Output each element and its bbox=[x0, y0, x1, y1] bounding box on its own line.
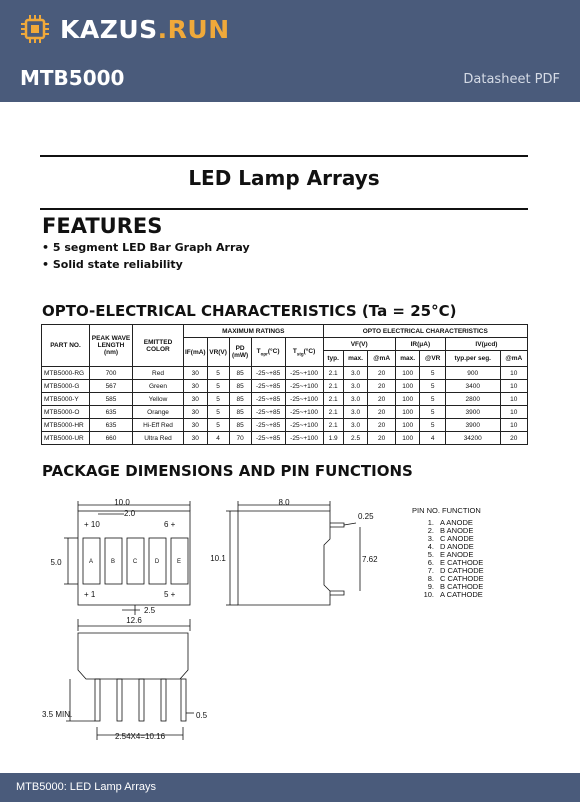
cell-part: MTB5000-Y bbox=[42, 393, 90, 406]
th-tstg bbox=[285, 338, 323, 367]
cell-vf-typ: 2.1 bbox=[323, 380, 343, 393]
segment-a-label: A bbox=[88, 559, 94, 565]
pin-row bbox=[412, 591, 484, 599]
footer-bar bbox=[0, 773, 580, 802]
dim-height: 5.0 bbox=[50, 558, 62, 567]
cell-vf-typ: 2.1 bbox=[323, 419, 343, 432]
cell-vf-max: 3.0 bbox=[343, 419, 368, 432]
segment-e-label: E bbox=[176, 559, 182, 565]
th-maximum-ratings: MAXIMUM RATINGS bbox=[184, 325, 324, 338]
pin-function: D CATHODE bbox=[440, 566, 484, 575]
segment-d-label: D bbox=[154, 559, 160, 565]
th-vf-ma: @mA bbox=[368, 351, 395, 367]
table-row bbox=[42, 432, 528, 445]
pin-function: D ANODE bbox=[440, 542, 474, 551]
pin-number: 10. bbox=[423, 590, 434, 599]
cell-ir-vr: 4 bbox=[420, 432, 445, 445]
dim-lead: 0.5 bbox=[196, 711, 208, 720]
site-header bbox=[0, 0, 580, 102]
cell-color: Hi-Eff Red bbox=[133, 419, 184, 432]
th-vf-typ: typ. bbox=[323, 351, 343, 367]
cell-if: 30 bbox=[184, 406, 208, 419]
table-row bbox=[42, 380, 528, 393]
cell-pd: 85 bbox=[229, 393, 251, 406]
pin-function: A CATHODE bbox=[440, 590, 483, 599]
th-iv: IV(μcd) bbox=[445, 338, 527, 351]
document-title: LED Lamp Arrays bbox=[188, 166, 380, 190]
th-vf: VF(V) bbox=[323, 338, 395, 351]
cell-ir-vr: 5 bbox=[420, 419, 445, 432]
pin-number: 7. bbox=[427, 566, 434, 575]
logo-text bbox=[60, 15, 230, 44]
table-row bbox=[42, 419, 528, 432]
opto-heading: OPTO-ELECTRICAL CHARACTERISTICS (Ta = 25°C) bbox=[42, 302, 457, 320]
cell-if: 30 bbox=[184, 380, 208, 393]
cell-vf-ma: 20 bbox=[368, 432, 395, 445]
pin-function: E ANODE bbox=[440, 550, 474, 559]
pin-function: B CATHODE bbox=[440, 582, 484, 591]
cell-vf-typ: 2.1 bbox=[323, 393, 343, 406]
pin-function: E CATHODE bbox=[440, 558, 484, 567]
cell-if: 30 bbox=[184, 367, 208, 380]
cell-pd: 85 bbox=[229, 380, 251, 393]
pin-function: B ANODE bbox=[440, 526, 474, 535]
cell-iv-typ: 3900 bbox=[445, 406, 500, 419]
characteristics-table bbox=[41, 324, 528, 445]
site-logo[interactable] bbox=[20, 14, 230, 44]
cell-topr: -25~+85 bbox=[251, 432, 285, 445]
cell-iv-typ: 3900 bbox=[445, 419, 500, 432]
cell-wl: 567 bbox=[90, 380, 133, 393]
pin-number: 9. bbox=[427, 582, 434, 591]
cell-vr: 5 bbox=[207, 419, 229, 432]
cell-vf-typ: 2.1 bbox=[323, 406, 343, 419]
th-peak-wave: PEAK WAVE LENGTH (nm) bbox=[90, 325, 133, 367]
feature-item: • 5 segment LED Bar Graph Array bbox=[42, 241, 250, 254]
doc-title: MTB5000 bbox=[20, 66, 125, 90]
side-pinspan: 7.62 bbox=[362, 555, 378, 564]
side-pin: 0.25 bbox=[358, 512, 374, 521]
cell-part: MTB5000-HR bbox=[42, 419, 90, 432]
tstg-subscript: stg bbox=[296, 351, 304, 357]
cell-vf-ma: 20 bbox=[368, 406, 395, 419]
segment-b-label: B bbox=[110, 559, 116, 565]
cell-ir-max: 100 bbox=[395, 380, 420, 393]
dim-span: 2.54X4=10.16 bbox=[114, 732, 166, 741]
cell-ir-max: 100 bbox=[395, 419, 420, 432]
cell-vf-max: 2.5 bbox=[343, 432, 368, 445]
th-emitted-color: EMITTED COLOR bbox=[133, 325, 184, 367]
footer-text: MTB5000: LED Lamp Arrays bbox=[16, 781, 157, 793]
cell-vf-typ: 1.9 bbox=[323, 432, 343, 445]
pin-function: C CATHODE bbox=[440, 574, 484, 583]
cell-ir-vr: 5 bbox=[420, 367, 445, 380]
cell-wl: 700 bbox=[90, 367, 133, 380]
th-if: IF(mA) bbox=[184, 338, 208, 367]
cell-ir-max: 100 bbox=[395, 406, 420, 419]
th-ir-vr: @VR bbox=[420, 351, 445, 367]
cell-topr: -25~+85 bbox=[251, 406, 285, 419]
cell-topr: -25~+85 bbox=[251, 367, 285, 380]
cell-color: Yellow bbox=[133, 393, 184, 406]
pin1-mark: + 1 bbox=[84, 590, 96, 599]
cell-vf-ma: 20 bbox=[368, 380, 395, 393]
th-ir-max: max. bbox=[395, 351, 420, 367]
cell-part: MTB5000-O bbox=[42, 406, 90, 419]
table-body bbox=[42, 367, 528, 445]
cell-vf-ma: 20 bbox=[368, 367, 395, 380]
th-vf-max: max. bbox=[343, 351, 368, 367]
pin-number: 3. bbox=[427, 534, 434, 543]
th-topr bbox=[251, 338, 285, 367]
cell-color: Red bbox=[133, 367, 184, 380]
cell-tstg: -25~+100 bbox=[285, 419, 323, 432]
cell-iv-ma: 10 bbox=[500, 393, 527, 406]
cell-ir-vr: 5 bbox=[420, 393, 445, 406]
cell-iv-typ: 2800 bbox=[445, 393, 500, 406]
chip-icon bbox=[20, 14, 50, 44]
th-iv-ma: @mA bbox=[500, 351, 527, 367]
cell-color: Green bbox=[133, 380, 184, 393]
cell-wl: 585 bbox=[90, 393, 133, 406]
pin-function-list bbox=[412, 506, 484, 599]
cell-iv-ma: 20 bbox=[500, 432, 527, 445]
cell-wl: 660 bbox=[90, 432, 133, 445]
cell-tstg: -25~+100 bbox=[285, 432, 323, 445]
cell-color: Orange bbox=[133, 406, 184, 419]
cell-ir-max: 100 bbox=[395, 367, 420, 380]
cell-part: MTB5000-RG bbox=[42, 367, 90, 380]
th-opto-characteristics: OPTO ELECTRICAL CHARACTERISTICS bbox=[323, 325, 527, 338]
th-vr: VR(V) bbox=[207, 338, 229, 367]
cell-wl: 635 bbox=[90, 419, 133, 432]
cell-vr: 5 bbox=[207, 406, 229, 419]
cell-vf-max: 3.0 bbox=[343, 393, 368, 406]
cell-vr: 5 bbox=[207, 393, 229, 406]
cell-vf-ma: 20 bbox=[368, 393, 395, 406]
feature-item: • Solid state reliability bbox=[42, 258, 183, 271]
cell-pd: 70 bbox=[229, 432, 251, 445]
th-part-no: PART NO. bbox=[42, 325, 90, 367]
topr-symbol: T bbox=[256, 347, 261, 355]
dim-min: 3.5 MIN. bbox=[42, 710, 73, 719]
pin-rows bbox=[412, 519, 484, 599]
cell-vr: 4 bbox=[207, 432, 229, 445]
title-rule bbox=[40, 208, 528, 210]
cell-vr: 5 bbox=[207, 380, 229, 393]
cell-vf-ma: 20 bbox=[368, 419, 395, 432]
segment-c-label: C bbox=[132, 559, 138, 565]
table-row bbox=[42, 367, 528, 380]
cell-pd: 85 bbox=[229, 419, 251, 432]
cell-topr: -25~+85 bbox=[251, 419, 285, 432]
cell-tstg: -25~+100 bbox=[285, 406, 323, 419]
cell-topr: -25~+85 bbox=[251, 393, 285, 406]
tstg-unit: (°C) bbox=[303, 347, 316, 355]
pin10-mark: + 10 bbox=[84, 520, 100, 529]
dim-spacing: 2.5 bbox=[144, 606, 156, 615]
th-iv-typ: typ.per seg. bbox=[445, 351, 500, 367]
cell-topr: -25~+85 bbox=[251, 380, 285, 393]
cell-vf-max: 3.0 bbox=[343, 367, 368, 380]
cell-iv-ma: 10 bbox=[500, 380, 527, 393]
cell-iv-ma: 10 bbox=[500, 419, 527, 432]
features-heading: FEATURES bbox=[42, 214, 163, 238]
logo-accent: .RUN bbox=[157, 14, 230, 44]
side-height: 10.1 bbox=[210, 554, 226, 563]
cell-part: MTB5000-G bbox=[42, 380, 90, 393]
th-ir: IR(μA) bbox=[395, 338, 445, 351]
pin-function: C ANODE bbox=[440, 534, 474, 543]
pin-number: 1. bbox=[427, 518, 434, 527]
pin-number: 4. bbox=[427, 542, 434, 551]
side-width: 8.0 bbox=[278, 498, 290, 507]
th-pd: PD (mW) bbox=[229, 338, 251, 367]
pin-number: 6. bbox=[427, 558, 434, 567]
cell-color: Ultra Red bbox=[133, 432, 184, 445]
dim-width: 10.0 bbox=[114, 498, 130, 507]
pin-function: A ANODE bbox=[440, 518, 473, 527]
cell-ir-max: 100 bbox=[395, 432, 420, 445]
pin-number: 5. bbox=[427, 550, 434, 559]
pin-list-heading: PIN NO. FUNCTION bbox=[412, 506, 481, 515]
dim-pitch: 2.0 bbox=[124, 509, 136, 518]
cell-vr: 5 bbox=[207, 367, 229, 380]
cell-iv-ma: 10 bbox=[500, 406, 527, 419]
pin-number: 8. bbox=[427, 574, 434, 583]
cell-part: MTB5000-UR bbox=[42, 432, 90, 445]
cell-iv-ma: 10 bbox=[500, 367, 527, 380]
cell-tstg: -25~+100 bbox=[285, 393, 323, 406]
cell-vf-max: 3.0 bbox=[343, 406, 368, 419]
cell-wl: 635 bbox=[90, 406, 133, 419]
table-row bbox=[42, 406, 528, 419]
cell-ir-max: 100 bbox=[395, 393, 420, 406]
doc-type-label: Datasheet PDF bbox=[463, 72, 560, 87]
cell-vf-max: 3.0 bbox=[343, 380, 368, 393]
pin6-mark: 6 + bbox=[164, 520, 176, 529]
dim-overall: 12.6 bbox=[126, 616, 142, 625]
table-row bbox=[42, 393, 528, 406]
package-drawing bbox=[40, 495, 450, 757]
cell-iv-typ: 900 bbox=[445, 367, 500, 380]
cell-ir-vr: 5 bbox=[420, 380, 445, 393]
cell-if: 30 bbox=[184, 419, 208, 432]
pin-number: 2. bbox=[427, 526, 434, 535]
cell-iv-typ: 3400 bbox=[445, 380, 500, 393]
cell-pd: 85 bbox=[229, 367, 251, 380]
logo-main: KAZUS bbox=[60, 14, 158, 44]
cell-tstg: -25~+100 bbox=[285, 367, 323, 380]
cell-ir-vr: 5 bbox=[420, 406, 445, 419]
package-heading: PACKAGE DIMENSIONS AND PIN FUNCTIONS bbox=[42, 462, 413, 480]
top-rule bbox=[40, 155, 528, 157]
cell-if: 30 bbox=[184, 393, 208, 406]
cell-if: 30 bbox=[184, 432, 208, 445]
tstg-symbol: T bbox=[292, 347, 297, 355]
cell-iv-typ: 34200 bbox=[445, 432, 500, 445]
cell-tstg: -25~+100 bbox=[285, 380, 323, 393]
cell-vf-typ: 2.1 bbox=[323, 367, 343, 380]
topr-unit: (°C) bbox=[267, 347, 280, 355]
cell-pd: 85 bbox=[229, 406, 251, 419]
pin5-mark: 5 + bbox=[164, 590, 176, 599]
topr-subscript: opr bbox=[260, 351, 268, 357]
